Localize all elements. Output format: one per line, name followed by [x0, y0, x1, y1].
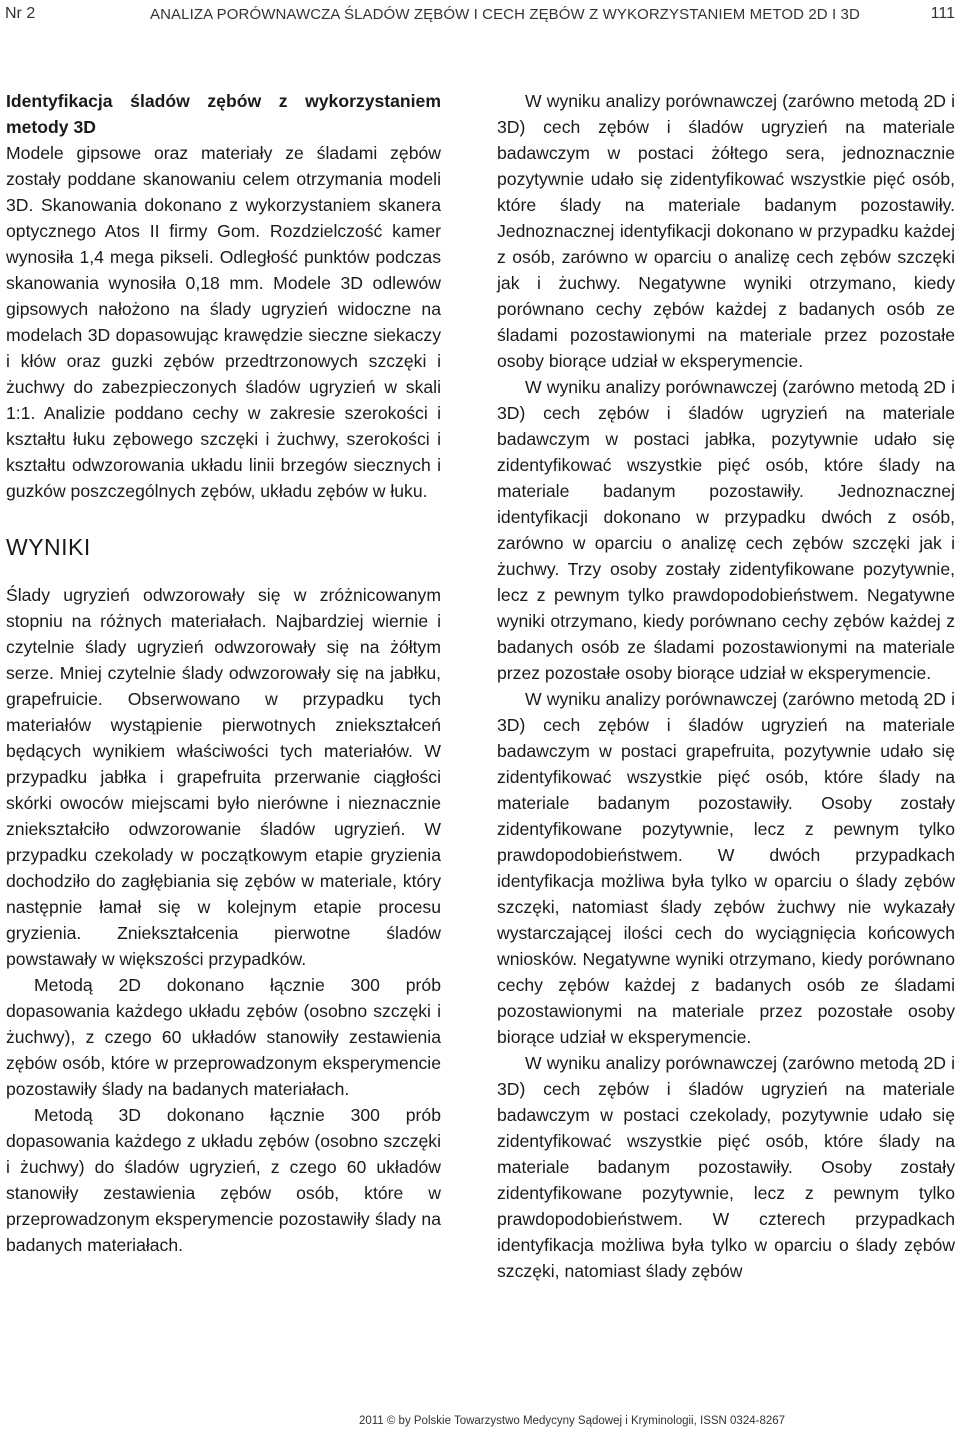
- paragraph: W wyniku analizy porównawczej (zarówno metodą 2D i 3D) cech zębów i śladów ugryzień na materiale badawczym w postaci żółtego sera, jednoznacznie pozytywnie udało się zidentyfikować wszystkie pięć osób, które ślady na materiale badanym pozostawiły. Jednoznacznej identyfikacji dokonano w przypadku każdej z osób, zarówno w oparciu o analizę cech zębów szczęki jak i żuchwy. Negatywne wyniki otrzymano, kiedy porównano cechy zębów każdej z badanych osób ze śladami pozostawionymi na materiale przez pozostałe osoby biorące udział w eksperymencie.: [497, 91, 955, 371]
- paragraph: Modele gipsowe oraz materiały ze śladami zębów zostały poddane skanowaniu celem otrzymania modeli 3D. Skanowania dokonano z wykorzystaniem skanera optycznego Atos II firmy Gom. Rozdzielczość kamer wynosiła 1,4 mega pikseli. Odległość punktów podczas skanowania wynosiła 0,18 mm. Modele 3D odlewów gipsowych nałożono na ślady ugryzień widoczne na modelach 3D dopasowując krawędzie sieczne siekaczy i kłów oraz guzki zębów przedtrzonowych szczęki i żuchwy do zabezpieczonych śladów ugryzień w skali 1:1. Analizie poddano cechy w zakresie szerokości i kształtu łuku zębowego szczęki i żuchwy, szerokości i kształtu odwzorowania układu linii brzegów siecznych i guzków poszczególnych zębów, układu zębów w łuku.: [6, 143, 441, 501]
- right-column: [497, 88, 955, 1284]
- paragraph: W wyniku analizy porównawczej (zarówno metodą 2D i 3D) cech zębów i śladów ugryzień na materiale badawczym w postaci jabłka, pozytywnie udało się zidentyfikować wszystkie pięć osób, które ślady na materiale badanym pozostawiły. Jednoznacznej identyfikacji dokonano w przypadku dwóch z osób, zarówno w oparciu o analizę cech zębów szczęki jak i żuchwy. Trzy osoby zostały zidentyfikowane pozytywnie, lecz z pewnym tylko prawdopodobieństwem. Negatywne wyniki otrzymano, kiedy porównano cechy zębów każdej z badanych osób ze śladami pozostawionymi na materiale przez pozostałe osoby biorące udział w eksperymencie.: [497, 377, 955, 683]
- subsection-heading: Identyfikacja śladów zębów z wykorzystaniem metody 3D: [6, 91, 441, 137]
- paragraph: W wyniku analizy porównawczej (zarówno metodą 2D i 3D) cech zębów i śladów ugryzień na materiale badawczym w postaci czekolady, pozytywnie udało się zidentyfikować wszystkie pięć osób, które ślady na materiale badanym pozostawiły. Osoby zostały zidentyfikowane pozytywnie, lecz z pewnym tylko prawdopodobieństwem. W czterech przypadkach identyfikacja możliwa była tylko w oparciu o ślady zębów szczęki, natomiast ślady zębów: [497, 1053, 955, 1281]
- section-heading: WYNIKI: [6, 534, 91, 560]
- page-header: [0, 0, 960, 34]
- page-footer: [0, 1407, 960, 1447]
- paragraph: W wyniku analizy porównawczej (zarówno metodą 2D i 3D) cech zębów i śladów ugryzień na materiale badawczym w postaci grapefruita, pozytywnie udało się zidentyfikować wszystkie pięć osób, które ślady na materiale badanym pozostawiły. Osoby zostały zidentyfikowane pozytywnie, lecz z pewnym tylko prawdopodobieństwem. W dwóch przypadkach identyfikacja możliwa była tylko w oparciu o ślady zębów szczęki, natomiast ślady zębów żuchwy nie wykazały wystarczającej ilości cech do wyciągnięcia końcowych wniosków. Negatywne wyniki otrzymano, kiedy porównano cechy zębów każdej z badanych osób ze śladami pozostawionymi na materiale przez pozostałe osoby biorące udział w eksperymencie.: [497, 689, 955, 1047]
- running-title: ANALIZA PORÓWNAWCZA ŚLADÓW ZĘBÓW I CECH ZĘBÓW Z WYKORZYSTANIEM METOD 2D I 3D: [150, 6, 860, 23]
- left-column: [6, 88, 441, 1258]
- issue-number: Nr 2: [5, 5, 36, 22]
- copyright-notice: 2011 © by Polskie Towarzystwo Medycyny Sądowej i Kryminologii, ISSN 0324-8267: [358, 1415, 786, 1427]
- paragraph: Ślady ugryzień odwzorowały się w zróżnicowanym stopniu na różnych materiałach. Najbardziej wiernie i czytelnie ślady ugryzień odwzorowały się na żółtym serze. Mniej czytelnie ślady odwzorowały się na jabłku, grapefruicie. Obserwowano w przypadku tych materiałów wystąpienie pierwotnych zniekształceń będących wynikiem właściwości tych materiałów. W przypadku jabłka i grapefruita przerwanie ciągłości skórki owoców miejscami było nierówne i nieznacznie zniekształciło odwzorowanie śladów ugryzień. W przypadku czekolady w początkowym etapie gryzienia dochodziło do zagłębiania się zębów w materiale, który następnie łamał się w kolejnym etapie procesu gryzienia. Zniekształcenia pierwotne śladów powstawały w większości przypadków.: [6, 585, 441, 969]
- page-number: 111: [930, 5, 955, 22]
- paragraph: Metodą 3D dokonano łącznie 300 prób dopasowania każdego z układu zębów (osobno szczęki i żuchwy) do śladów ugryzień, z czego 60 układów stanowiły zestawienia zębów osób, które w przeprowadzonym eksperymencie pozostawiły ślady na badanych materiałach.: [6, 1105, 441, 1255]
- paragraph: Metodą 2D dokonano łącznie 300 prób dopasowania każdego układu zębów (osobno szczęki i żuchwy), z czego 60 układów stanowiły zestawienia zębów osób, które w przeprowadzonym eksperymencie pozostawiły ślady na badanych materiałach.: [6, 975, 441, 1099]
